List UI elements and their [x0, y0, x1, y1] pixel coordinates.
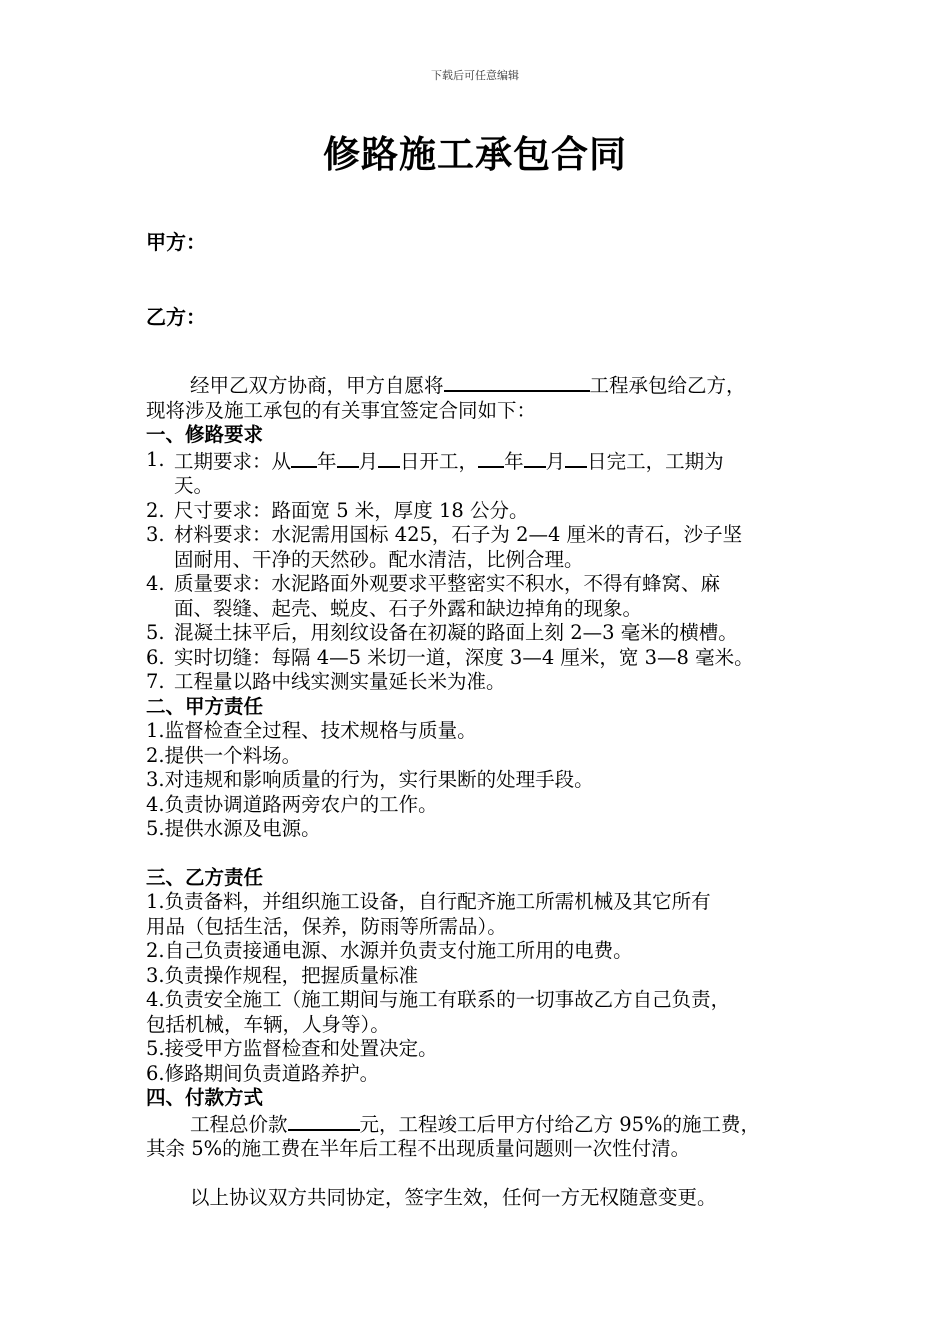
end-year-blank: [478, 448, 504, 468]
list-item: [146, 572, 826, 597]
total-price-blank: [288, 1111, 360, 1131]
intro-line-2: 现将涉及施工承包的有关事宜签定合同如下：: [146, 398, 537, 422]
section-3-heading: 三、乙方责任: [146, 865, 264, 889]
list-number: 3.: [146, 523, 165, 546]
section-3-line: 用品（包括生活，保养，防雨等所需品）。: [146, 914, 507, 938]
list-continuation: 天。: [174, 474, 214, 497]
closing-statement: 以上协议双方共同协定，签字生效，任何一方无权随意变更。: [190, 1185, 717, 1209]
payment-text-1: 工程总价款: [190, 1112, 288, 1136]
payment-line-1: [146, 1111, 826, 1138]
list-number: 2.: [146, 498, 165, 522]
section-2-line: 1.监督检查全过程、技术规格与质量。: [146, 719, 477, 742]
list-item: [146, 646, 826, 671]
list-text: 尺寸要求：路面宽 5 米，厚度 18 公分。: [174, 498, 529, 522]
section-4-heading: 四、付款方式: [146, 1086, 264, 1109]
start-label: 日开工，: [400, 449, 479, 473]
end-month-blank: [524, 448, 546, 468]
section-2-line: 4.负责协调道路两旁农户的工作。: [146, 792, 438, 816]
header-note: 下载后可任意编辑: [431, 69, 519, 82]
list-item: [146, 523, 826, 548]
party-b-label: 乙方：: [146, 305, 206, 329]
end-day-blank: [565, 448, 587, 468]
list-item: [146, 448, 826, 475]
list-number: 5.: [146, 621, 165, 644]
contract-body: [146, 372, 826, 1210]
section-3-line: 5.接受甲方监督检查和处置决定。: [146, 1037, 438, 1060]
list-number: 6.: [146, 645, 165, 669]
list-continuation: 固耐用、干净的天然砂。配水清洁，比例合理。: [174, 547, 584, 571]
section-3-line: 6.修路期间负责道路养护。: [146, 1061, 380, 1085]
list-text: 质量要求：水泥路面外观要求平整密实不积水，不得有蜂窝、麻: [174, 572, 721, 595]
section-1-heading: 一、修路要求: [146, 423, 264, 446]
section-2-line: 5.提供水源及电源。: [146, 817, 321, 840]
section-3-line: 3.负责操作规程，把握质量标准: [146, 963, 419, 987]
project-name-blank: [444, 372, 590, 392]
intro-text-1: 经甲乙双方协商，甲方自愿将: [190, 374, 444, 397]
section-3-line: 包括机械，车辆，人身等）。: [146, 1012, 390, 1036]
payment-text-2: 元，工程竣工后甲方付给乙方 95%的施工费，: [359, 1112, 761, 1136]
list-number: 7.: [146, 670, 165, 693]
list-number: 1.: [146, 447, 165, 471]
section-3-line: 2.自己负责接通电源、水源并负责支付施工所用的电费。: [146, 939, 633, 962]
spacer: [146, 1162, 826, 1186]
list-continuation: 面、裂缝、起壳、蜕皮、石子外露和缺边掉角的现象。: [174, 596, 643, 620]
spacer: [146, 842, 826, 866]
list-item: [146, 499, 826, 524]
list-number: 4.: [146, 572, 165, 595]
section-2-line: 2.提供一个料场。: [146, 743, 302, 767]
end-label: 日完工，工期为: [587, 449, 724, 473]
year-label: 年: [317, 449, 337, 473]
start-month-blank: [337, 448, 359, 468]
list-text: 混凝土抹平后，用刻纹设备在初凝的路面上刻 2—3 毫米的横槽。: [174, 621, 738, 644]
list-item: [146, 670, 826, 695]
schedule-text: 工期要求：从: [174, 449, 292, 473]
list-text: 材料要求：水泥需用国标 425，石子为 2—4 厘米的青石，沙子坚: [174, 523, 743, 546]
page-title: 修路施工承包合同: [323, 132, 627, 176]
month-label: 月: [545, 449, 566, 473]
start-day-blank: [378, 448, 400, 468]
intro-text-2: 工程承包给乙方，: [589, 374, 746, 397]
list-text: [174, 448, 724, 475]
section-3-line: 4.负责安全施工（施工期间与施工有联系的一切事故乙方自己负责，: [146, 988, 731, 1011]
list-text: 实时切缝：每隔 4—5 米切一道，深度 3—4 厘米，宽 3—8 毫米。: [174, 645, 754, 669]
list-text: 工程量以路中线实测实量延长米为准。: [174, 670, 506, 693]
section-3-line: 1.负责备料，并组织施工设备，自行配齐施工所需机械及其它所有: [146, 890, 711, 913]
month-label: 月: [358, 449, 379, 473]
section-2-line: 3.对违规和影响质量的行为，实行果断的处理手段。: [146, 768, 594, 791]
section-2-heading: 二、甲方责任: [146, 694, 264, 718]
year-label: 年: [504, 449, 524, 473]
list-item: [146, 621, 826, 646]
payment-line-2: 其余 5%的施工费在半年后工程不出现质量问题则一次性付清。: [146, 1137, 691, 1160]
start-year-blank: [291, 448, 317, 468]
party-a-label: 甲方：: [146, 230, 206, 254]
intro-line-1: [146, 372, 826, 399]
